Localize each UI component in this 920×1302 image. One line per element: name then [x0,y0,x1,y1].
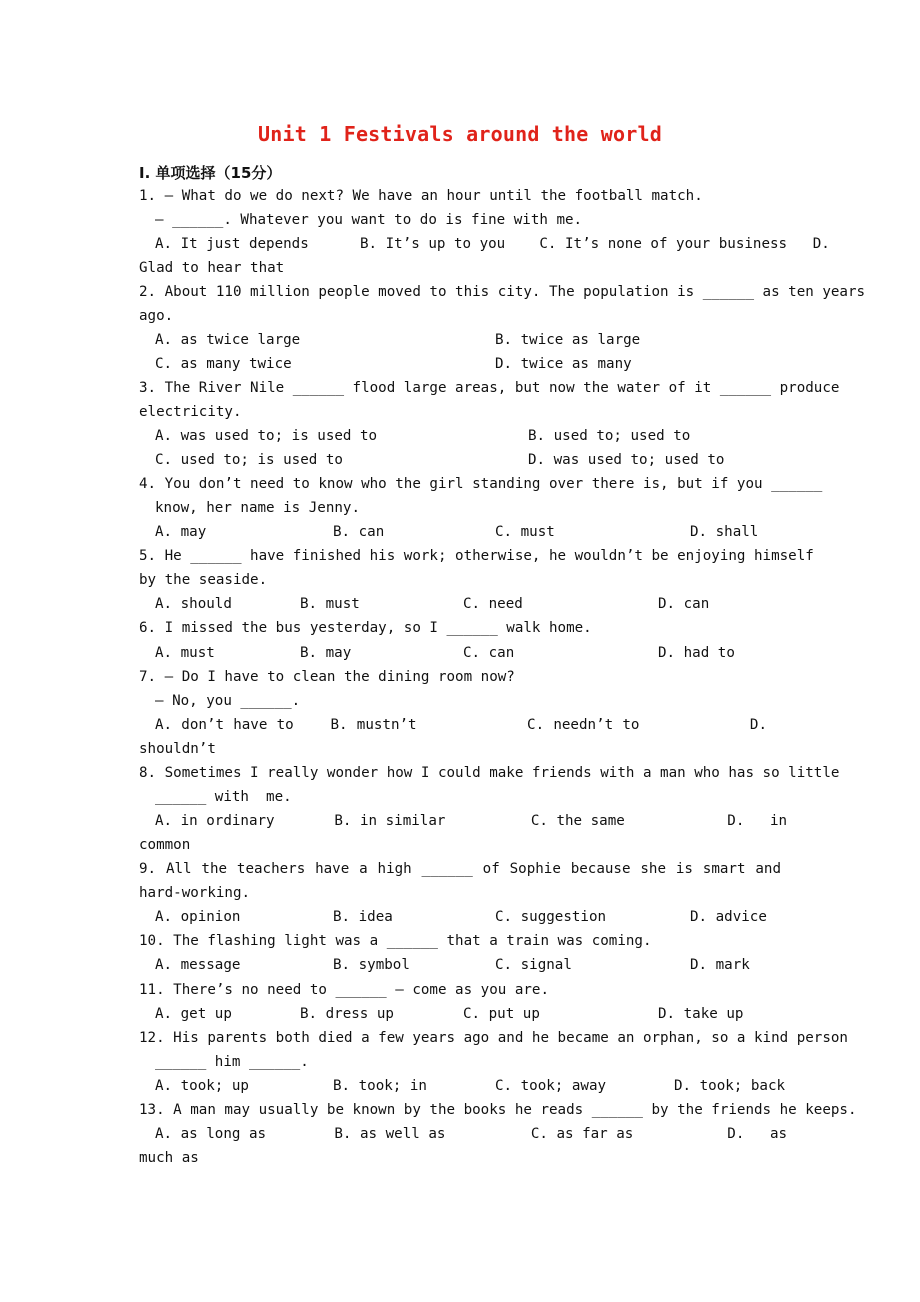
option-9a: A. opinion [155,909,241,925]
option-2d: D. twice as many [495,356,632,372]
question-7-reply: — No, you ______. [155,693,301,709]
option-6d: D. had to [658,645,735,661]
option-12b: B. took; in [333,1078,427,1094]
option-6c: C. can [463,645,515,661]
question-7-options-cont: shouldn’t [139,741,216,757]
question-13-options-cont: much as [139,1150,199,1166]
option-3b: B. used to; used to [528,428,691,444]
option-11c: C. put up [463,1006,540,1022]
question-8-options: A. in ordinary B. in similar C. the same D. in [155,813,788,829]
option-4c: C. must [495,524,555,540]
option-10b: B. symbol [333,957,410,973]
section-heading: I. 单项选择（15分） [139,164,282,182]
option-11d: D. take up [658,1006,744,1022]
option-9d: D. advice [690,909,767,925]
question-12-text: 12. His parents both died a few years ago and he became an orphan, so a kind person [139,1030,848,1046]
option-6b: B. may [300,645,352,661]
option-5d: D. can [658,596,710,612]
option-4b: B. can [333,524,385,540]
option-5a: A. should [155,596,232,612]
option-5c: C. need [463,596,523,612]
option-11a: A. get up [155,1006,232,1022]
question-6-text: 6. I missed the bus yesterday, so I ______ walk home. [139,620,592,636]
question-1-options: A. It just depends B. It’s up to you C. It’s none of your business D. [155,236,830,252]
option-5b: B. must [300,596,360,612]
option-9b: B. idea [333,909,393,925]
question-2-text: 2. About 110 million people moved to this city. The population is ______ as ten years [139,284,866,300]
option-4a: A. may [155,524,207,540]
question-8-text-cont: ______ with me. [155,789,292,805]
question-2-text-cont: ago. [139,308,174,324]
question-7-options: A. don’t have to B. mustn’t C. needn’t to D. [155,717,767,733]
question-5-text: 5. He ______ have finished his work; otherwise, he wouldn’t be enjoying himself [139,548,814,564]
option-9c: C. suggestion [495,909,607,925]
option-3c: C. used to; is used to [155,452,343,468]
question-4-text: 4. You don’t need to know who the girl standing over there is, but if you ______ [139,476,823,492]
question-13-options: A. as long as B. as well as C. as far as D. as [155,1126,788,1142]
question-8-options-cont: common [139,837,191,853]
question-9-text: 9. All the teachers have a high ______ of Sophie because she is smart and [139,861,781,877]
question-4-text-cont: know, her name is Jenny. [155,500,360,516]
question-1-text: 1. — What do we do next? We have an hour until the football match. [139,188,703,204]
question-3-text: 3. The River Nile ______ flood large areas, but now the water of it ______ produce [139,380,840,396]
option-10a: A. message [155,957,241,973]
question-10-text: 10. The flashing light was a ______ that a train was coming. [139,933,652,949]
option-4d: D. shall [690,524,759,540]
question-11-text: 11. There’s no need to ______ — come as you are. [139,982,549,998]
question-1-reply: — ______. Whatever you want to do is fine with me. [155,212,583,228]
question-12-text-cont: ______ him ______. [155,1054,309,1070]
question-13-text: 13. A man may usually be known by the books he reads ______ by the friends he keeps. [139,1102,857,1118]
option-10c: C. signal [495,957,572,973]
question-5-text-cont: by the seaside. [139,572,268,588]
question-7-text: 7. — Do I have to clean the dining room now? [139,669,515,685]
option-2c: C. as many twice [155,356,292,372]
page-title: Unit 1 Festivals around the world [258,122,662,146]
option-3d: D. was used to; used to [528,452,725,468]
option-2b: B. twice as large [495,332,641,348]
option-12d: D. took; back [674,1078,786,1094]
option-6a: A. must [155,645,215,661]
option-10d: D. mark [690,957,750,973]
option-12a: A. took; up [155,1078,249,1094]
question-3-text-cont: electricity. [139,404,242,420]
question-8-text: 8. Sometimes I really wonder how I could make friends with a man who has so little [139,765,840,781]
question-9-text-cont: hard-working. [139,885,251,901]
option-3a: A. was used to; is used to [155,428,378,444]
option-2a: A. as twice large [155,332,301,348]
option-12c: C. took; away [495,1078,607,1094]
option-11b: B. dress up [300,1006,394,1022]
question-1-options-cont: Glad to hear that [139,260,285,276]
